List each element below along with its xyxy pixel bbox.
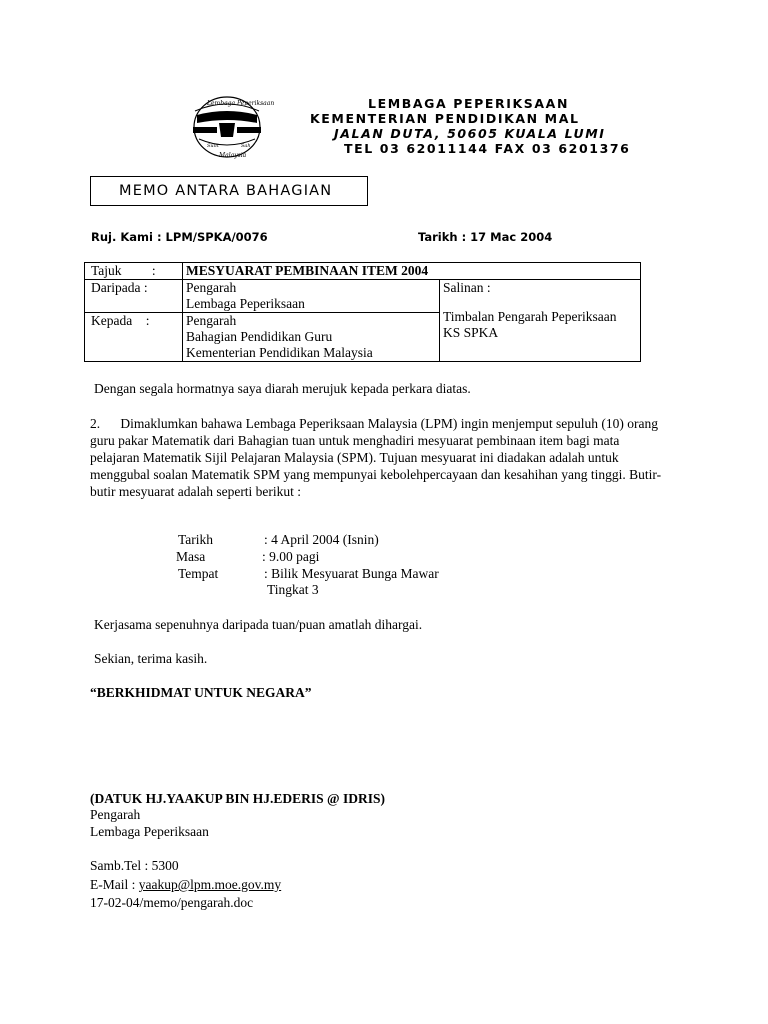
cooperation-paragraph: Kerjasama sepenuhnya daripada tuan/puan amatlah dihargai. (94, 617, 423, 632)
memo-title: MEMO ANTARA BAHAGIAN (119, 183, 333, 199)
svg-text:Lembaga Peperiksaan: Lembaga Peperiksaan (207, 100, 275, 107)
letterhead-line-3: JALAN DUTA, 50605 KUALA LUMI (334, 126, 606, 141)
schedule-venue-floor: Tingkat 3 (267, 582, 319, 597)
signatory-name: (DATUK HJ.YAAKUP BIN HJ.EDERIS @ IDRIS) (90, 791, 385, 806)
schedule-venue-label: Tempat (178, 566, 219, 581)
lembaga-peperiksaan-logo (189, 93, 275, 161)
main-paragraph-line-3: pelajaran Matematik Sijil Pelajaran Malaysia (SPM). Tujuan mesyuarat ini diadakan adalah untuk (90, 450, 619, 465)
opening-paragraph: Dengan segala hormatnya saya diarah merujuk kepada perkara diatas. (94, 381, 471, 396)
schedule-date-value: : 4 April 2004 (Isnin) (264, 532, 379, 547)
main-paragraph-line-2: guru pakar Matematik dari Bahagian tuan untuk menghadiri mesyuarat pembinaan item bagi mata (90, 433, 620, 448)
memo-title-box (90, 176, 368, 206)
email-line (90, 876, 680, 893)
email-label: E-Mail : (90, 877, 139, 892)
kepada-line-1: Pengarah (186, 313, 237, 328)
closing-paragraph: Sekian, terima kasih. (94, 651, 208, 666)
tajuk-label: Tajuk : (85, 263, 183, 280)
main-paragraph-line-1: 2. Dimaklumkan bahawa Lembaga Peperiksaan Malaysia (LPM) ingin menjemput sepuluh (10) orang (90, 416, 658, 431)
salinan-cell (440, 280, 641, 362)
svg-text:Malaysia: Malaysia (219, 152, 247, 159)
schedule-time-value: : 9.00 pagi (262, 549, 320, 564)
main-paragraph-line-4: menggubal soalan Matematik SPM yang mempunyai kebolehpercayaan dan kesahihan yang tinggi. Butir- (90, 467, 662, 482)
daripada-label: Daripada : (85, 280, 183, 313)
daripada-line-1: Pengarah (186, 280, 237, 295)
schedule-venue-value: : Bilik Mesyuarat Bunga Mawar (264, 566, 439, 581)
reference-number: Ruj. Kami : LPM/SPKA/0076 (91, 230, 268, 244)
main-paragraph (90, 415, 690, 500)
salinan-line-2: KS SPKA (443, 325, 499, 340)
schedule-time-label: Masa (176, 549, 206, 564)
file-reference: 17-02-04/memo/pengarah.doc (90, 895, 254, 910)
svg-text:Sulit: Sulit (207, 143, 219, 149)
letterhead-line-1: LEMBAGA PEPERIKSAAN (368, 96, 570, 111)
schedule-date-label: Tarikh (178, 532, 214, 547)
memo-date: Tarikh : 17 Mac 2004 (418, 230, 553, 244)
letterhead-line-4: TEL 03 62011144 FAX 03 6201376 (344, 141, 631, 156)
table-row-tajuk (85, 263, 641, 280)
kepada-line-2: Bahagian Pendidikan Guru (186, 329, 333, 344)
signatory-org: Lembaga Peperiksaan (90, 824, 209, 839)
signatory-title: Pengarah (90, 807, 141, 822)
kepada-value (183, 313, 440, 362)
letterhead-line-2: KEMENTERIAN PENDIDIKAN MAL (310, 111, 580, 126)
memo-info-table (84, 262, 641, 362)
salinan-label: Salinan : (443, 280, 491, 295)
tajuk-value: MESYUARAT PEMBINAAN ITEM 2004 (183, 263, 641, 280)
motto: “BERKHIDMAT UNTUK NEGARA” (90, 685, 312, 700)
table-row-daripada (85, 280, 641, 313)
daripada-value (183, 280, 440, 313)
main-paragraph-line-5: butir mesyuarat adalah seperti berikut : (90, 484, 302, 499)
extension-number: Samb.Tel : 5300 (90, 858, 179, 873)
kepada-line-3: Kementerian Pendidikan Malaysia (186, 345, 373, 360)
kepada-label: Kepada : (85, 313, 183, 362)
svg-text:Sah: Sah (241, 143, 251, 149)
daripada-line-2: Lembaga Peperiksaan (186, 296, 305, 311)
salinan-line-1: Timbalan Pengarah Peperiksaan (443, 309, 617, 324)
letterhead (310, 96, 631, 156)
email-link[interactable]: yaakup@lpm.moe.gov.my (138, 877, 282, 892)
